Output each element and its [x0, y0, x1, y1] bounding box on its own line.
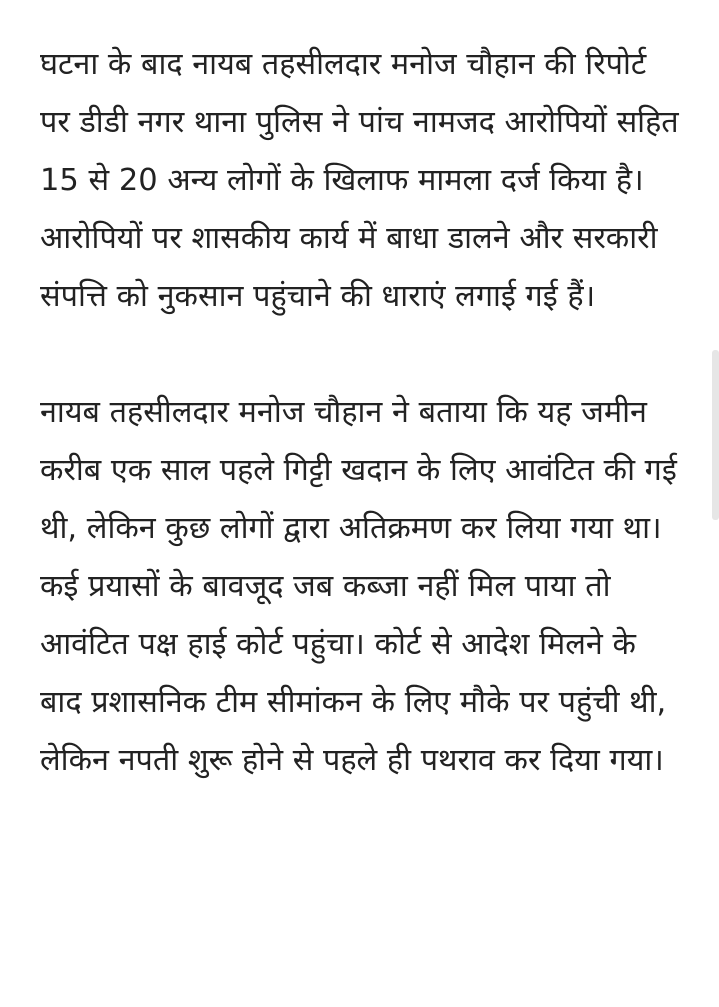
- article-paragraph-1: घटना के बाद नायब तहसीलदार मनोज चौहान की रिपोर्ट पर डीडी नगर थाना पुलिस ने पांच नामजद आरोपियों सहित 15 से 20 अन्य लोगों के खिलाफ मामला दर्ज किया है। आरोपियों पर शासकीय कार्य में बाधा डालने और सरकारी संपत्ति को नुकसान पहुंचाने की धाराएं लगाई गई हैं।: [40, 47, 679, 314]
- paragraph-spacer: [40, 326, 679, 384]
- scrollbar-thumb[interactable]: [712, 350, 719, 520]
- article-paragraph-2: नायब तहसीलदार मनोज चौहान ने बताया कि यह जमीन करीब एक साल पहले गिट्टी खदान के लिए आवंटित की गई थी, लेकिन कुछ लोगों द्वारा अतिक्रमण कर लिया गया था। कई प्रयासों के बावजूद जब कब्जा नहीं मिल पाया तो आवंटित पक्ष हाई कोर्ट पहुंचा। कोर्ट से आदेश मिलने के बाद प्रशासनिक टीम सीमांकन के लिए मौके पर पहुंची थी, लेकिन नपती शुरू होने से पहले ही पथराव कर दिया गया।: [40, 395, 677, 778]
